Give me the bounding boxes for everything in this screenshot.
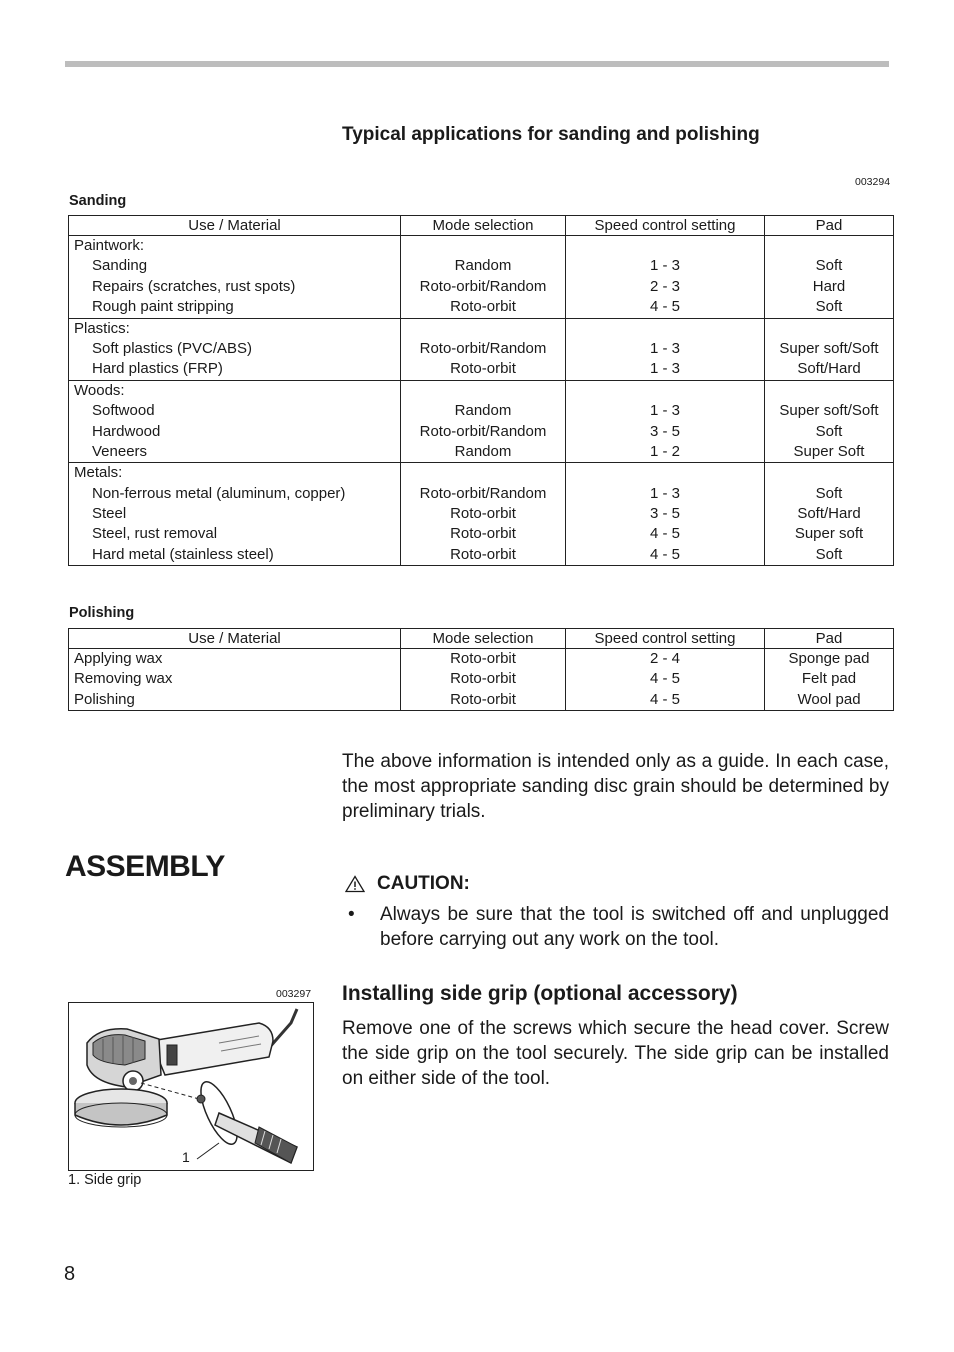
mode-text: Roto-orbit/Random <box>419 422 547 440</box>
sanding-table <box>68 215 894 566</box>
speed-text: 4 - 5 <box>649 690 680 708</box>
speed-text: 1 - 3 <box>649 360 680 378</box>
spacer <box>765 463 893 483</box>
pad-text: Hard <box>812 277 846 295</box>
speed-text: 3 - 5 <box>649 422 680 440</box>
material-text: Polishing <box>74 690 135 708</box>
material-cell <box>69 649 401 711</box>
material-cell <box>69 318 401 380</box>
speed-cell <box>566 649 765 711</box>
sanding-header-row <box>69 216 894 236</box>
figure-code: 003297 <box>276 988 312 1000</box>
pad-cell <box>765 318 894 380</box>
mode-text: Roto-orbit <box>450 690 516 708</box>
pad-text: Soft <box>815 422 843 440</box>
speed-cell <box>566 236 765 319</box>
pad-text: Super soft/Soft <box>779 339 879 357</box>
mode-cell <box>401 463 566 566</box>
top-rule <box>65 61 889 67</box>
mode-text: Roto-orbit/Random <box>419 277 547 295</box>
pad-text: Soft <box>815 545 843 563</box>
pad-text: Soft <box>815 298 843 316</box>
pad-text: Super soft/Soft <box>779 402 879 420</box>
pad-text: Soft <box>815 257 843 275</box>
col-mode-selection: Mode selection <box>401 629 566 649</box>
mode-text: Roto-orbit <box>450 545 516 563</box>
speed-text: 1 - 3 <box>649 402 680 420</box>
speed-cell <box>566 318 765 380</box>
col-pad: Pad <box>765 216 894 236</box>
speed-cell <box>566 463 765 566</box>
pad-text: Felt pad <box>801 670 857 688</box>
table-row <box>69 318 894 380</box>
material-cell <box>69 463 401 566</box>
speed-text: 4 - 5 <box>649 298 680 316</box>
caution-text: Always be sure that the tool is switched off and unplugged before carrying out any work on the tool. <box>380 904 889 950</box>
side-grip-heading: Installing side grip (optional accessory) <box>342 982 738 1005</box>
polishing-header-row <box>69 629 894 649</box>
side-grip-figure <box>68 1002 314 1171</box>
spacer <box>401 319 565 339</box>
speed-text: 1 - 3 <box>649 339 680 357</box>
material-cell <box>69 380 401 463</box>
mode-text: Random <box>454 442 512 460</box>
mode-cell <box>401 236 566 319</box>
col-mode-selection: Mode selection <box>401 216 566 236</box>
group-title: Plastics: <box>74 319 130 337</box>
side-grip-text: Remove one of the screws which secure the head cover. Screw the side grip on the tool securely. The side grip can be installed on either side of the tool. <box>342 1018 889 1089</box>
speed-text: 4 - 5 <box>649 670 680 688</box>
mode-text: Random <box>454 402 512 420</box>
mode-text: Roto-orbit <box>450 670 516 688</box>
mode-text: Roto-orbit <box>450 298 516 316</box>
material-text: Sanding <box>92 257 148 275</box>
spacer <box>566 236 764 256</box>
spacer <box>765 319 893 339</box>
spacer <box>566 319 764 339</box>
group-title: Metals: <box>74 464 123 482</box>
mode-cell <box>401 318 566 380</box>
material-text: Hard plastics (FRP) <box>92 360 223 378</box>
figure-callout: 1 <box>182 1149 190 1165</box>
spacer <box>401 236 565 256</box>
material-text: Repairs (scratches, rust spots) <box>92 277 296 295</box>
pad-cell <box>765 463 894 566</box>
speed-text: 1 - 3 <box>649 257 680 275</box>
pad-text: Soft/Hard <box>797 505 861 523</box>
sander-illustration <box>69 1003 313 1170</box>
figure-caption: 1. Side grip <box>68 1172 142 1188</box>
pad-cell <box>765 236 894 319</box>
group-title: Paintwork: <box>74 237 145 254</box>
col-use-material: Use / Material <box>69 216 401 236</box>
polishing-label: Polishing <box>69 605 135 621</box>
pad-cell <box>765 380 894 463</box>
material-text: Removing wax <box>74 670 173 688</box>
mode-text: Roto-orbit/Random <box>419 484 547 502</box>
material-text: Non-ferrous metal (aluminum, copper) <box>92 484 346 502</box>
material-text: Softwood <box>92 402 155 420</box>
material-text: Hardwood <box>92 422 161 440</box>
table-row <box>69 649 894 711</box>
material-cell <box>69 236 401 319</box>
speed-text: 4 - 5 <box>649 545 680 563</box>
pad-text: Super soft <box>794 525 864 543</box>
mode-text: Random <box>454 257 512 275</box>
mode-text: Roto-orbit <box>450 650 516 667</box>
table-row <box>69 236 894 319</box>
speed-text: 1 - 2 <box>649 442 680 460</box>
spacer <box>566 463 764 483</box>
pad-text: Wool pad <box>797 690 861 708</box>
spacer <box>765 236 893 256</box>
polishing-table <box>68 628 894 711</box>
material-text: Steel, rust removal <box>92 525 218 543</box>
speed-text: 1 - 3 <box>649 484 680 502</box>
col-speed-control: Speed control setting <box>566 216 765 236</box>
speed-cell <box>566 380 765 463</box>
col-speed-control: Speed control setting <box>566 629 765 649</box>
sanding-label: Sanding <box>69 193 127 209</box>
caution-label: CAUTION: <box>377 873 470 894</box>
mode-cell <box>401 380 566 463</box>
page-number: 8 <box>64 1263 76 1285</box>
bullet-dot: • <box>348 904 355 925</box>
warning-triangle-icon <box>345 875 365 893</box>
col-pad: Pad <box>765 629 894 649</box>
guide-note: The above information is intended only as a guide. In each case, the most appropriate sanding disc grain should be determined by preliminary trials. <box>342 751 889 822</box>
mode-text: Roto-orbit <box>450 525 516 543</box>
section-title: Typical applications for sanding and polishing <box>342 124 760 145</box>
assembly-heading: ASSEMBLY <box>65 850 225 883</box>
pad-text: Soft/Hard <box>797 360 861 378</box>
material-text: Steel <box>92 505 127 523</box>
mode-text: Roto-orbit <box>450 505 516 523</box>
material-text: Rough paint stripping <box>92 298 234 316</box>
speed-text: 4 - 5 <box>649 525 680 543</box>
mode-text: Roto-orbit <box>450 360 516 378</box>
mode-cell <box>401 649 566 711</box>
spacer <box>401 381 565 401</box>
material-text: Hard metal (stainless steel) <box>92 545 274 563</box>
spacer <box>566 381 764 401</box>
speed-text: 2 - 3 <box>649 277 680 295</box>
table-row <box>69 463 894 566</box>
spacer <box>401 463 565 483</box>
caution-heading <box>345 873 470 895</box>
material-text: Veneers <box>92 442 148 460</box>
speed-text: 3 - 5 <box>649 505 680 523</box>
material-text: Soft plastics (PVC/ABS) <box>92 339 253 357</box>
mode-text: Roto-orbit/Random <box>419 339 547 357</box>
caution-item <box>348 902 889 952</box>
pad-text: Super Soft <box>793 442 865 460</box>
col-use-material: Use / Material <box>69 629 401 649</box>
table-code: 003294 <box>855 176 891 188</box>
pad-text: Soft <box>815 484 843 502</box>
group-title: Woods: <box>74 381 125 399</box>
spacer <box>765 381 893 401</box>
pad-cell <box>765 649 894 711</box>
pad-text: Sponge pad <box>788 650 870 667</box>
table-row <box>69 380 894 463</box>
speed-text: 2 - 4 <box>649 650 680 667</box>
material-text: Applying wax <box>74 650 163 667</box>
